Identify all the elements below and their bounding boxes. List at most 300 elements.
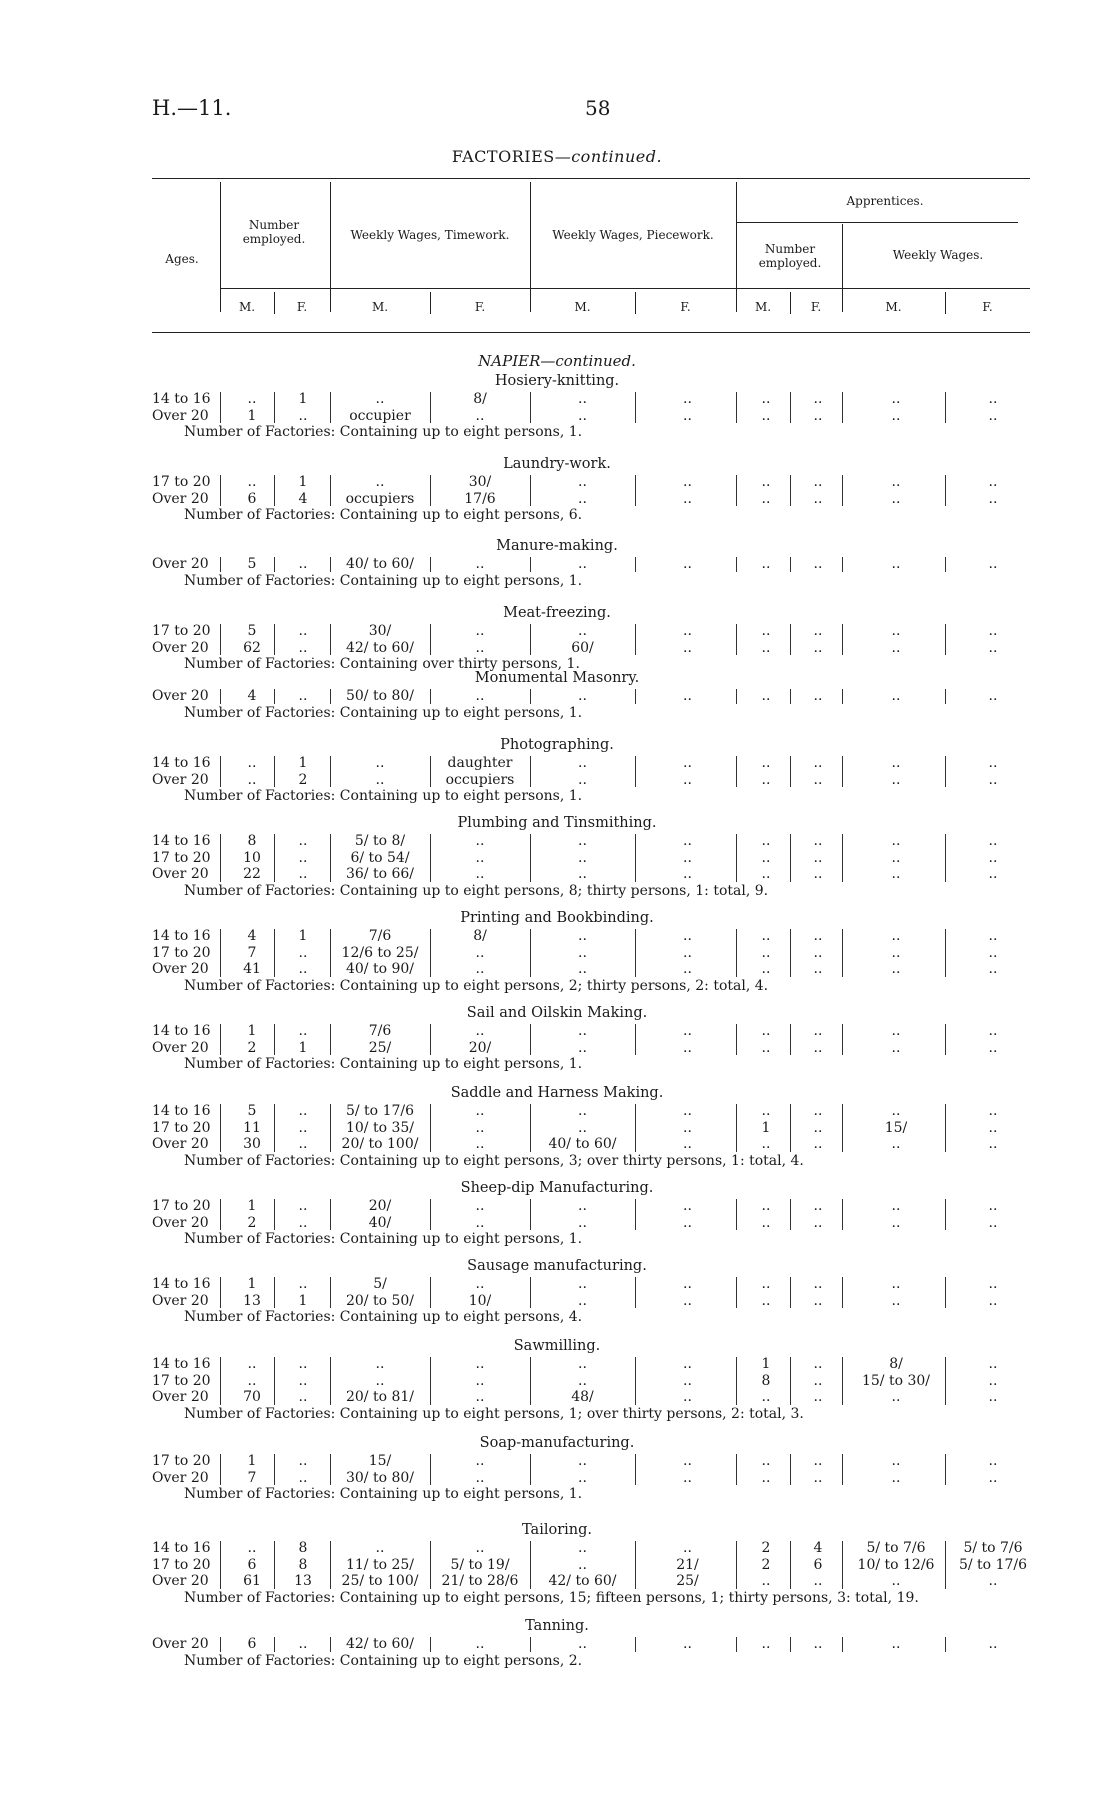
column-rule — [945, 392, 946, 423]
data-cell: .. — [813, 1453, 823, 1469]
data-cell: .. — [761, 961, 771, 977]
data-cell: 30/ — [468, 474, 492, 490]
age-cell: Over 20 — [152, 407, 209, 424]
column-rule — [736, 929, 737, 977]
header-weekly-piecework: Weekly Wages, Piecework. — [552, 228, 714, 242]
column-rule — [945, 756, 946, 787]
column-rule — [736, 756, 737, 787]
age-cell: 17 to 20 — [152, 474, 211, 490]
table-row — [0, 945, 1114, 962]
industry-title: Saddle and Harness Making. — [450, 1085, 664, 1101]
data-cell: .. — [298, 1389, 308, 1405]
table-row — [0, 755, 1114, 772]
table-row — [0, 1103, 1114, 1120]
data-cell: .. — [683, 1453, 692, 1469]
data-cell: .. — [988, 490, 998, 507]
header-app-weekly-wages: Weekly Wages. — [892, 248, 984, 262]
data-cell: .. — [247, 755, 257, 771]
column-rule — [220, 1357, 221, 1405]
data-cell: .. — [891, 1292, 901, 1309]
column-rule — [530, 756, 531, 787]
data-cell: .. — [761, 407, 771, 424]
data-cell: .. — [683, 1276, 692, 1292]
column-rule — [330, 756, 331, 787]
table-row — [0, 391, 1114, 408]
industry-title: Meat-freezing. — [503, 605, 611, 621]
data-cell: .. — [988, 1372, 998, 1389]
age-cell: 14 to 16 — [152, 928, 211, 944]
data-cell: .. — [813, 1372, 823, 1389]
data-cell: .. — [988, 1136, 998, 1152]
data-cell: .. — [988, 407, 998, 424]
data-cell: occupiers — [345, 490, 415, 507]
column-rule — [842, 1637, 843, 1652]
data-cell: .. — [813, 1198, 823, 1214]
data-cell: .. — [813, 1636, 823, 1652]
data-cell: .. — [761, 688, 771, 704]
col-divider — [330, 182, 331, 312]
header-m: M. — [754, 300, 772, 314]
data-cell: .. — [578, 1119, 587, 1136]
industry-title: Tanning. — [525, 1618, 589, 1634]
column-rule — [330, 1357, 331, 1405]
data-cell: .. — [475, 1198, 485, 1214]
data-cell: 1 — [298, 391, 308, 407]
data-cell: 20/ to 81/ — [345, 1389, 415, 1405]
data-cell: .. — [375, 771, 385, 788]
table-row — [0, 1373, 1114, 1390]
column-rule — [220, 1454, 221, 1485]
age-cell: Over 20 — [152, 1214, 209, 1231]
data-cell: .. — [988, 944, 998, 961]
data-cell: .. — [578, 866, 587, 882]
age-cell: Over 20 — [152, 556, 209, 572]
data-cell: .. — [578, 1023, 587, 1039]
data-cell: 25/ — [676, 1573, 699, 1589]
data-cell: .. — [475, 961, 485, 977]
column-rule — [330, 624, 331, 655]
column-rule — [220, 834, 221, 882]
column-rule — [842, 1357, 843, 1405]
data-cell: 17/6 — [464, 490, 496, 507]
data-cell: .. — [298, 1636, 308, 1652]
column-rule — [330, 834, 331, 882]
column-rule — [330, 1277, 331, 1308]
data-cell: .. — [891, 1573, 901, 1589]
column-rule — [635, 1277, 636, 1308]
title-continued: —continued. — [554, 147, 663, 166]
column-rule — [790, 1104, 791, 1152]
header-m: M. — [574, 300, 591, 314]
column-rule — [842, 392, 843, 423]
data-cell: .. — [988, 1469, 998, 1486]
column-rule — [430, 1024, 431, 1055]
data-cell: .. — [988, 771, 998, 788]
column-rule — [530, 475, 531, 506]
data-cell: .. — [298, 1198, 308, 1214]
data-cell: 22 — [243, 866, 261, 882]
column-rule — [274, 1277, 275, 1308]
industry-title: Tailoring. — [522, 1522, 592, 1538]
data-cell: .. — [375, 391, 385, 407]
data-cell: .. — [298, 866, 308, 882]
data-cell: .. — [298, 944, 308, 961]
age-cell: Over 20 — [152, 490, 209, 507]
factories-note: Number of Factories: Containing up to eight persons, 1. — [184, 1056, 583, 1072]
data-cell: .. — [891, 755, 901, 771]
table-row — [0, 556, 1114, 573]
column-rule — [430, 756, 431, 787]
column-rule — [842, 689, 843, 704]
rule-top — [152, 178, 1030, 179]
data-cell: .. — [683, 1039, 692, 1056]
data-cell: .. — [683, 1636, 692, 1652]
data-cell: .. — [683, 928, 692, 944]
data-cell: 4 — [813, 1540, 823, 1556]
page-title — [0, 147, 1114, 166]
column-rule — [945, 475, 946, 506]
column-rule — [790, 756, 791, 787]
data-cell: .. — [761, 944, 771, 961]
column-rule — [842, 475, 843, 506]
data-cell: .. — [683, 1469, 692, 1486]
header-f: F. — [296, 300, 308, 314]
table-row — [0, 1453, 1114, 1470]
column-rule — [274, 1637, 275, 1652]
data-cell: .. — [475, 1103, 485, 1119]
column-rule — [530, 1541, 531, 1589]
data-cell: 5/ to 8/ — [354, 833, 406, 849]
column-rule — [736, 1637, 737, 1652]
data-cell: .. — [761, 391, 771, 407]
column-rule — [945, 1277, 946, 1308]
data-cell: .. — [683, 1119, 692, 1136]
data-cell: .. — [247, 1356, 257, 1372]
column-rule — [635, 1104, 636, 1152]
table-row — [0, 1557, 1114, 1574]
col-divider — [736, 182, 737, 312]
column-rule — [842, 1104, 843, 1152]
data-cell: .. — [891, 771, 901, 788]
data-cell: .. — [891, 1636, 901, 1652]
data-cell: .. — [761, 755, 771, 771]
data-cell: .. — [813, 1023, 823, 1039]
column-rule — [945, 1024, 946, 1055]
column-rule — [220, 929, 221, 977]
data-cell: .. — [891, 407, 901, 424]
data-cell: .. — [578, 688, 587, 704]
column-rule — [430, 624, 431, 655]
data-cell: 41 — [243, 961, 261, 977]
data-cell: .. — [988, 688, 998, 704]
column-rule — [736, 689, 737, 704]
data-cell: .. — [375, 755, 385, 771]
data-cell: .. — [475, 833, 485, 849]
column-rule — [736, 624, 737, 655]
data-cell: .. — [813, 1356, 823, 1372]
data-cell: 2 — [761, 1556, 771, 1573]
data-cell: .. — [683, 407, 692, 424]
header-apprentices: Apprentices. — [846, 194, 924, 208]
data-cell: 20/ to 100/ — [341, 1136, 419, 1152]
column-rule — [842, 834, 843, 882]
column-rule — [635, 756, 636, 787]
data-cell: .. — [298, 407, 308, 424]
data-cell: daughter — [447, 755, 513, 771]
column-rule — [635, 475, 636, 506]
column-rule — [945, 1454, 946, 1485]
data-cell: 20/ to 50/ — [345, 1292, 415, 1309]
column-rule — [790, 624, 791, 655]
data-cell: .. — [683, 556, 692, 572]
data-cell: 30 — [243, 1136, 261, 1152]
table-row — [0, 1356, 1114, 1373]
data-cell: .. — [988, 1636, 998, 1652]
title-main: FACTORIES — [451, 147, 555, 166]
data-cell: .. — [988, 1023, 998, 1039]
column-rule — [790, 929, 791, 977]
column-rule — [274, 1104, 275, 1152]
age-cell: Over 20 — [152, 1469, 209, 1486]
column-rule — [635, 1357, 636, 1405]
data-cell: .. — [683, 833, 692, 849]
data-cell: .. — [578, 1214, 587, 1231]
data-cell: .. — [247, 1372, 257, 1389]
data-cell: .. — [813, 1389, 823, 1405]
column-rule — [790, 1357, 791, 1405]
column-rule — [220, 1277, 221, 1308]
column-rule — [790, 1637, 791, 1652]
data-cell: 15/ — [368, 1453, 392, 1469]
data-cell: 1 — [298, 928, 308, 944]
data-cell: .. — [475, 944, 485, 961]
data-cell: .. — [813, 755, 823, 771]
age-cell: 14 to 16 — [152, 1276, 211, 1292]
data-cell: .. — [578, 1198, 587, 1214]
table-row — [0, 1023, 1114, 1040]
data-cell: .. — [578, 556, 587, 572]
data-cell: .. — [298, 639, 308, 656]
factories-note: Number of Factories: Containing up to eight persons, 2. — [184, 1652, 583, 1669]
data-cell: 2 — [247, 1039, 257, 1056]
column-rule — [842, 1541, 843, 1589]
data-cell: 36/ to 66/ — [345, 866, 415, 882]
column-rule — [945, 834, 946, 882]
data-cell: .. — [578, 1103, 587, 1119]
data-cell: 10/ — [468, 1292, 492, 1309]
factories-note: Number of Factories: Containing up to eight persons, 6. — [184, 507, 583, 523]
column-rule — [330, 475, 331, 506]
data-cell: .. — [813, 474, 823, 490]
column-rule — [790, 557, 791, 572]
city-heading — [0, 352, 1114, 370]
column-rule — [635, 1199, 636, 1230]
industry-title: Hosiery-knitting. — [494, 373, 620, 389]
column-rule — [790, 1454, 791, 1485]
data-cell: .. — [761, 474, 771, 490]
column-rule — [330, 689, 331, 704]
data-cell: .. — [683, 688, 692, 704]
data-cell: .. — [988, 755, 998, 771]
age-cell: 14 to 16 — [152, 1540, 211, 1556]
data-cell: 62 — [243, 639, 261, 656]
column-rule — [736, 834, 737, 882]
data-cell: 8/ — [889, 1356, 903, 1372]
data-cell: .. — [298, 849, 308, 866]
factories-note: Number of Factories: Containing over thirty persons, 1. — [184, 656, 580, 672]
data-cell: 8/ — [473, 391, 487, 407]
data-cell: .. — [761, 1198, 771, 1214]
data-cell: 10/ to 35/ — [345, 1119, 415, 1136]
data-cell: .. — [475, 407, 485, 424]
data-cell: .. — [891, 928, 901, 944]
header-app-number-employed: Number employed. — [758, 242, 822, 270]
column-rule — [274, 834, 275, 882]
column-rule — [220, 689, 221, 704]
table-row — [0, 1215, 1114, 1232]
age-cell: 17 to 20 — [152, 1198, 211, 1214]
column-rule — [274, 689, 275, 704]
data-cell: .. — [813, 1214, 823, 1231]
data-cell: 25/ — [368, 1039, 392, 1056]
data-cell: 5/ to 7/6 — [866, 1540, 926, 1556]
column-rule — [274, 1454, 275, 1485]
data-cell: .. — [298, 1103, 308, 1119]
data-cell: 1 — [761, 1119, 771, 1136]
column-rule — [790, 834, 791, 882]
data-cell: .. — [761, 849, 771, 866]
data-cell: 40/ to 90/ — [345, 961, 415, 977]
column-rule — [274, 756, 275, 787]
data-cell: .. — [813, 688, 823, 704]
age-cell: 17 to 20 — [152, 1556, 211, 1573]
data-cell: .. — [475, 623, 485, 639]
factories-note: Number of Factories: Containing up to eight persons, 1. — [184, 424, 583, 440]
data-cell: 40/ — [368, 1214, 392, 1231]
data-cell: .. — [298, 1276, 308, 1292]
data-cell: 42/ to 60/ — [345, 1636, 415, 1652]
column-rule — [945, 624, 946, 655]
column-rule — [274, 392, 275, 423]
data-cell: .. — [761, 1292, 771, 1309]
column-rule — [220, 557, 221, 572]
data-cell: 42/ to 60/ — [548, 1573, 617, 1589]
data-cell: .. — [578, 755, 587, 771]
col-divider — [220, 182, 221, 312]
data-cell: .. — [475, 1636, 485, 1652]
rule-bottom — [152, 332, 1030, 333]
table-row — [0, 928, 1114, 945]
factories-note: Number of Factories: Containing up to eight persons, 1; over thirty persons, 2: total, 3. — [184, 1405, 804, 1422]
data-cell: occupiers — [445, 771, 515, 788]
column-rule — [635, 929, 636, 977]
data-cell: 15/ to 30/ — [861, 1372, 931, 1389]
data-cell: .. — [988, 474, 998, 490]
industry-title: Sawmilling. — [513, 1338, 601, 1354]
column-rule — [530, 834, 531, 882]
column-rule — [635, 689, 636, 704]
age-cell: Over 20 — [152, 1636, 209, 1652]
industry-title: Laundry-work. — [503, 456, 611, 472]
data-cell: .. — [891, 490, 901, 507]
data-cell: 2 — [247, 1214, 257, 1231]
column-rule — [220, 392, 221, 423]
age-cell: 17 to 20 — [152, 849, 211, 866]
column-rule — [220, 1541, 221, 1589]
data-cell: 8 — [247, 833, 257, 849]
data-cell: 8 — [298, 1556, 308, 1573]
column-rule — [430, 1277, 431, 1308]
column-rule — [430, 689, 431, 704]
data-cell: .. — [891, 1453, 901, 1469]
data-cell: 5/ to 17/6 — [345, 1103, 415, 1119]
data-cell: .. — [298, 556, 308, 572]
column-rule — [430, 1357, 431, 1405]
table-row — [0, 1540, 1114, 1557]
data-cell: 20/ — [368, 1198, 392, 1214]
table-row — [0, 1040, 1114, 1057]
data-cell: .. — [475, 1469, 485, 1486]
header-number-employed: Number employed. — [242, 218, 306, 246]
column-rule — [430, 1454, 431, 1485]
data-cell: 7/6 — [368, 1023, 392, 1039]
data-cell: .. — [475, 688, 485, 704]
page-number: 58 — [585, 96, 611, 120]
data-cell: .. — [578, 391, 587, 407]
column-rule — [330, 1541, 331, 1589]
column-rule — [274, 624, 275, 655]
column-rule — [842, 1454, 843, 1485]
col-divider — [842, 224, 843, 312]
industry-title: Monumental Masonry. — [474, 670, 640, 686]
data-cell: .. — [891, 1103, 901, 1119]
table-row — [0, 1136, 1114, 1153]
age-cell: 17 to 20 — [152, 623, 211, 639]
data-cell: .. — [578, 474, 587, 490]
age-cell: 17 to 20 — [152, 944, 211, 961]
rule-apprentices — [736, 222, 1018, 223]
data-cell: .. — [891, 944, 901, 961]
data-cell: 21/ to 28/6 — [441, 1573, 519, 1589]
data-cell: .. — [891, 639, 901, 656]
data-cell: 5/ to 7/6 — [963, 1540, 1023, 1556]
table-row — [0, 1389, 1114, 1406]
age-cell: Over 20 — [152, 1039, 209, 1056]
table-row — [0, 1573, 1114, 1590]
column-rule — [842, 624, 843, 655]
data-cell: .. — [813, 928, 823, 944]
column-rule — [430, 1637, 431, 1652]
data-cell: 1 — [298, 1039, 308, 1056]
data-cell: .. — [247, 771, 257, 788]
age-cell: 14 to 16 — [152, 391, 211, 407]
column-rule — [430, 392, 431, 423]
data-cell: 70 — [243, 1389, 261, 1405]
data-cell: .. — [891, 866, 901, 882]
data-cell: .. — [298, 1119, 308, 1136]
industry-title: Printing and Bookbinding. — [460, 910, 654, 926]
data-cell: 1 — [247, 1276, 257, 1292]
data-cell: .. — [578, 961, 587, 977]
column-rule — [530, 689, 531, 704]
column-rule — [945, 1199, 946, 1230]
column-rule — [842, 1024, 843, 1055]
data-cell: .. — [891, 1136, 901, 1152]
data-cell: .. — [683, 1292, 692, 1309]
age-cell: Over 20 — [152, 1389, 209, 1405]
city-name: NAPIER—continued. — [478, 352, 636, 370]
data-cell: .. — [761, 639, 771, 656]
